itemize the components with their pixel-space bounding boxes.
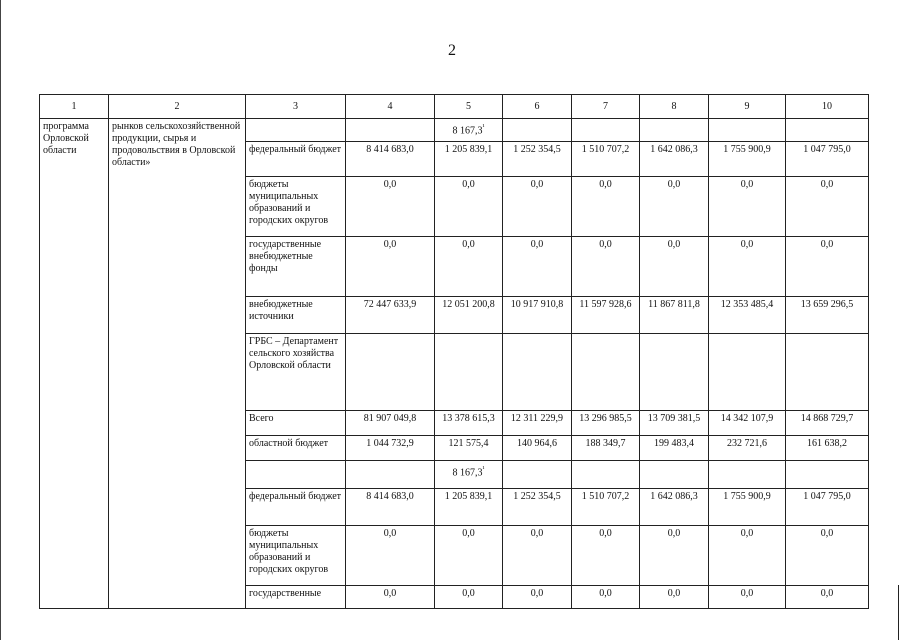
value-text: 11 867 811,8 [648,299,700,310]
value-cell [503,526,572,586]
value-cell [346,334,435,411]
value-cell [346,436,435,461]
value-text: 0,0 [740,588,754,599]
value-text: 188 349,7 [585,438,626,449]
value-text: 140 964,6 [517,438,557,449]
value-cell [346,142,435,177]
value-cell [786,436,869,461]
value-text: 0,0 [462,528,475,539]
value-cell [786,586,869,609]
funding-source-label: федеральный бюджет [246,142,346,177]
header-cell: 10 [786,95,869,119]
value-cell [640,461,709,489]
value-text: 0,0 [820,588,834,599]
value-text: 0,0 [383,179,397,190]
value-cell [503,119,572,142]
value-text: 0,0 [740,528,754,539]
value-cell [786,177,869,237]
value-cell [435,297,503,334]
value-cell [346,119,435,142]
value-cell [503,586,572,609]
subprogram-cell: рынков сельскохозяйственной продукции, сырья и продовольствия в Орловской области» [109,119,246,609]
scan-edge-right [898,585,899,640]
value-cell [572,142,640,177]
value-cell [640,334,709,411]
funding-source-label [246,461,346,489]
value-text: 0,0 [530,528,544,539]
value-text: 13 709 381,5 [647,413,701,424]
funding-source-label: федеральный бюджет [246,489,346,526]
value-text: 8 414 683,0 [366,491,414,502]
value-cell [503,142,572,177]
value-text: 161 638,2 [807,438,847,449]
value-cell [572,119,640,142]
value-cell [786,119,869,142]
value-cell [786,237,869,297]
funding-source-label: государственные внебюджетные фонды [246,237,346,297]
value-cell [709,297,786,334]
value-text: 14 342 107,9 [720,413,774,424]
value-cell [435,334,503,411]
value-cell [503,334,572,411]
value-text: 0,0 [530,588,544,599]
value-text: 0,0 [462,179,475,190]
value-cell [572,526,640,586]
value-cell [786,142,869,177]
value-text: 1 205 839,1 [444,144,493,155]
value-text: 1 510 707,2 [581,144,630,155]
value-cell [503,297,572,334]
value-text: 0,0 [667,588,681,599]
header-cell: 6 [503,95,572,119]
footnote-mark: ¹ [482,123,485,131]
table-row [40,119,869,142]
value-text: 8 414 683,0 [366,144,414,155]
value-text: 1 047 795,0 [803,144,851,155]
value-text: 1 044 732,9 [366,438,414,449]
value-cell [709,586,786,609]
value-cell [572,461,640,489]
value-text: 121 575,4 [448,438,489,449]
value-cell [435,142,503,177]
value-text: 1 047 795,0 [803,491,851,502]
value-cell [435,119,503,142]
value-cell [786,526,869,586]
value-cell [709,334,786,411]
value-text: 0,0 [667,179,681,190]
value-cell [640,436,709,461]
value-text: 11 597 928,6 [579,299,632,310]
value-text: 12 051 200,8 [442,299,495,310]
header-cell: 9 [709,95,786,119]
value-cell [346,489,435,526]
value-cell [640,177,709,237]
header-cell: 1 [40,95,109,119]
value-cell [346,297,435,334]
value-text: 14 868 729,7 [800,413,854,424]
value-cell [503,461,572,489]
header-cell: 3 [246,95,346,119]
value-cell [709,142,786,177]
value-cell [435,436,503,461]
value-cell [346,411,435,436]
value-cell [786,411,869,436]
value-cell [709,237,786,297]
value-text: 12 353 485,4 [720,299,774,310]
value-text: 13 296 985,5 [579,413,632,424]
value-text: 1 205 839,1 [444,491,493,502]
value-text: 0,0 [599,179,612,190]
value-cell [435,526,503,586]
value-text: 1 510 707,2 [581,491,630,502]
value-text: 0,0 [740,239,754,250]
page-number: 2 [448,42,456,59]
value-text: 0,0 [820,239,834,250]
value-cell [503,237,572,297]
funding-source-label: государственные [246,586,346,609]
value-cell [572,297,640,334]
value-cell [640,297,709,334]
value-text: 0,0 [599,528,612,539]
funding-source-label: ГРБС – Департамент сельского хозяйства Орловской области [246,334,346,411]
value-text: 0,0 [740,179,754,190]
value-cell [346,586,435,609]
value-text: 72 447 633,9 [363,299,417,310]
value-cell [709,526,786,586]
value-cell [640,237,709,297]
value-cell [435,237,503,297]
value-text: 0,0 [462,239,475,250]
value-text: 81 907 049,8 [363,413,417,424]
value-text: 0,0 [667,528,681,539]
value-cell [786,489,869,526]
value-cell [709,489,786,526]
value-text: 1 642 086,3 [650,491,698,502]
value-cell [346,237,435,297]
value-cell [786,461,869,489]
value-text: 1 252 354,5 [513,144,561,155]
value-text: 0,0 [820,528,834,539]
value-text: 0,0 [383,528,397,539]
value-cell [786,297,869,334]
value-cell [572,237,640,297]
value-cell [503,489,572,526]
value-text: 8 167,3 [452,467,483,479]
value-text: 13 659 296,5 [800,299,854,310]
value-cell [640,526,709,586]
funding-source-label: внебюджетные источники [246,297,346,334]
value-cell [572,586,640,609]
value-cell [640,586,709,609]
value-text: 0,0 [599,588,612,599]
funding-source-label: Всего [246,411,346,436]
value-cell [435,586,503,609]
funding-source-label [246,119,346,142]
program-cell: программа Орловской области [40,119,109,609]
value-cell [709,119,786,142]
value-text: 1 755 900,9 [723,491,771,502]
value-cell [640,489,709,526]
funding-source-label: бюджеты муниципальных образований и городских округов [246,177,346,237]
value-text: 0,0 [462,588,475,599]
header-cell: 2 [109,95,246,119]
value-cell [640,119,709,142]
value-text: 0,0 [667,239,681,250]
value-cell [640,411,709,436]
value-cell [572,489,640,526]
value-text: 0,0 [820,179,834,190]
value-cell [435,489,503,526]
header-cell: 4 [346,95,435,119]
value-cell [709,177,786,237]
footnote-mark: ¹ [482,465,485,473]
funding-source-label: бюджеты муниципальных образований и городских округов [246,526,346,586]
value-text: 8 167,3 [452,125,483,137]
value-text: 0,0 [383,239,397,250]
value-cell [709,411,786,436]
value-text: 12 311 229,9 [510,413,564,424]
value-text: 13 378 615,3 [442,413,495,424]
funding-source-label: областной бюджет [246,436,346,461]
value-cell [346,177,435,237]
value-text: 0,0 [530,239,544,250]
value-cell [435,461,503,489]
value-cell [709,436,786,461]
value-cell [435,177,503,237]
value-cell [503,411,572,436]
value-cell [346,526,435,586]
value-cell [709,461,786,489]
header-cell: 8 [640,95,709,119]
scan-edge-left [0,0,1,640]
value-text: 1 252 354,5 [513,491,561,502]
budget-table [39,94,869,609]
value-cell [572,177,640,237]
value-cell [572,411,640,436]
value-cell [572,334,640,411]
value-text: 10 917 910,8 [510,299,564,310]
header-row [40,95,869,119]
value-cell [503,436,572,461]
value-text: 199 483,4 [654,438,694,449]
value-cell [786,334,869,411]
value-text: 1 642 086,3 [650,144,698,155]
value-text: 0,0 [383,588,397,599]
value-text: 0,0 [599,239,612,250]
value-cell [503,177,572,237]
value-cell [435,411,503,436]
value-cell [640,142,709,177]
value-text: 1 755 900,9 [723,144,771,155]
value-text: 232 721,6 [727,438,767,449]
value-text: 0,0 [530,179,544,190]
value-cell [346,461,435,489]
header-cell: 7 [572,95,640,119]
header-cell: 5 [435,95,503,119]
value-cell [572,436,640,461]
